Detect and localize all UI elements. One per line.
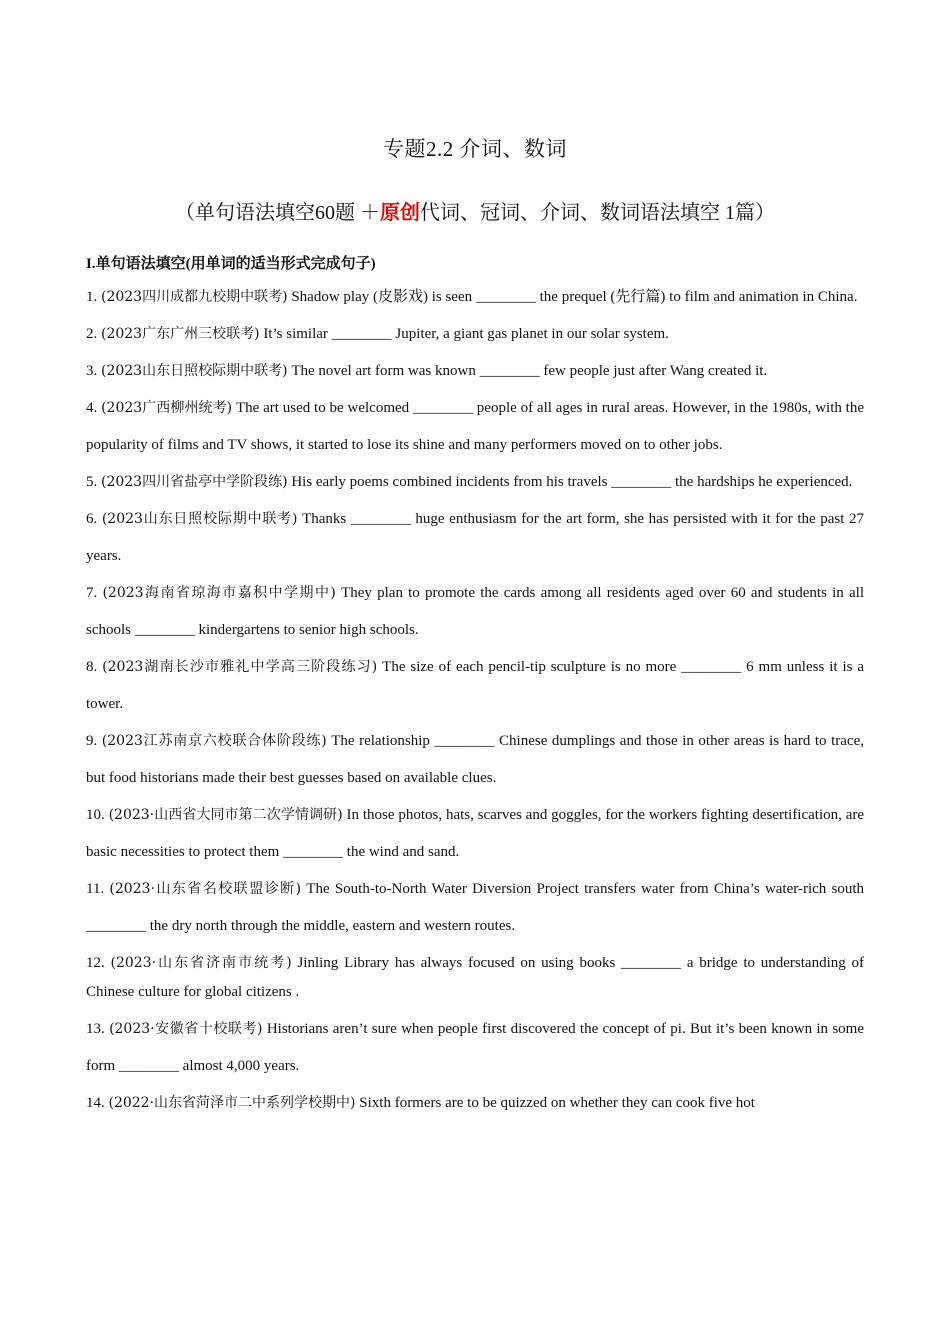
question-item — [86, 316, 864, 353]
question-text: The novel art form was known ________ few people just after Wang created it. — [291, 363, 768, 379]
question-text: Jinling Library has always focused on using books ________ a bridge to understanding of Chinese culture for global citizens . — [86, 955, 865, 1000]
subtitle-text-before: （单句语法填空60题 ＋ — [175, 202, 380, 224]
question-source: (2023江苏南京六校联合体阶段练) — [101, 733, 327, 749]
question-source: (2023山东日照校际期中联考) — [101, 511, 298, 527]
question-number: 9. — [86, 733, 98, 749]
question-item — [86, 1011, 864, 1085]
question-item — [86, 797, 864, 871]
question-source: (2023湖南长沙市雅礼中学高三阶段练习) — [102, 659, 378, 675]
question-number: 3. — [86, 363, 98, 379]
question-number: 11. — [86, 881, 105, 897]
question-source: (2023·安徽省十校联考) — [109, 1021, 263, 1037]
question-item — [86, 279, 864, 316]
question-item — [86, 871, 864, 945]
question-source: (2023四川省盐亭中学阶段练) — [101, 474, 288, 490]
question-item — [86, 723, 864, 797]
question-source: (2023·山东省名校联盟诊断) — [109, 881, 302, 897]
question-number: 13. — [86, 1021, 105, 1037]
question-item — [86, 501, 864, 575]
question-text: The size of each pencil-tip sculpture is no more ________ 6 mm unless it is a tower. — [86, 659, 865, 712]
question-source: (2023山东日照校际期中联考) — [101, 363, 288, 379]
question-number: 7. — [86, 585, 98, 601]
question-text: Shadow play (皮影戏) is seen ________ the prequel (先行篇) to film and animation in China. — [291, 289, 858, 305]
question-number: 12. — [86, 955, 105, 971]
question-text: Historians aren’t sure when people first discovered the concept of pi. But it’s been known in some form ________ almost 4,000 years. — [86, 1021, 865, 1074]
question-item — [86, 464, 864, 501]
question-item — [86, 390, 864, 464]
question-number: 2. — [86, 326, 98, 342]
question-source: (2023·山东省济南市统考) — [110, 955, 292, 971]
page-title: 专题2.2 介词、数词 — [383, 137, 567, 161]
question-item — [86, 1085, 864, 1122]
question-text: The relationship ________ Chinese dumplings and those in other areas is hard to trace, but food historians made their best guesses based on available clues. — [86, 733, 864, 786]
question-item — [86, 575, 864, 649]
question-number: 14. — [86, 1095, 105, 1111]
question-number: 5. — [86, 474, 98, 490]
question-source: (2023·山西省大同市第二次学情调研) — [108, 807, 343, 823]
question-number: 1. — [86, 289, 98, 305]
subtitle-text-after: 代词、冠词、介词、数词语法填空 1篇） — [420, 202, 775, 224]
question-list — [86, 279, 864, 1122]
question-number: 6. — [86, 511, 98, 527]
question-text: In those photos, hats, scarves and goggles, for the workers fighting desertification, are basic necessities to protect them ________ the wind and sand. — [86, 807, 865, 860]
question-text: Thanks ________ huge enthusiasm for the art form, she has persisted with it for the past 27 years. — [86, 511, 865, 564]
question-source: (2023广西柳州统考) — [101, 400, 233, 416]
question-item — [86, 949, 864, 1007]
subtitle-highlight-original: 原创 — [380, 202, 420, 224]
question-item — [86, 649, 864, 723]
question-item — [86, 353, 864, 390]
question-source: (2023四川成都九校期中联考) — [101, 289, 288, 305]
question-number: 4. — [86, 400, 98, 416]
question-text: The South-to-North Water Diversion Project transfers water from China’s water-rich south ________ the dry north through the middle, eastern and western routes. — [86, 881, 864, 934]
question-source: (2023广东广州三校联考) — [101, 326, 260, 342]
question-text: They plan to promote the cards among all residents aged over 60 and students in all schools ________ kindergartens to senior high schools. — [86, 585, 864, 638]
question-source: (2023海南省琼海市嘉积中学期中) — [102, 585, 336, 601]
section-heading: I.单句语法填空(用单词的适当形式完成句子) — [86, 256, 376, 272]
question-text: Sixth formers are to be quizzed on whether they can cook five hot — [359, 1095, 755, 1111]
question-text: The art used to be welcomed ________ people of all ages in rural areas. However, in the 1980s, with the popularity of films and TV shows, it started to lose its shine and many performers moved on to other jobs. — [86, 400, 865, 453]
question-text: His early poems combined incidents from his travels ________ the hardships he experienced. — [291, 474, 853, 490]
page-subtitle — [0, 198, 950, 228]
question-text: It’s similar ________ Jupiter, a giant gas planet in our solar system. — [263, 326, 669, 342]
question-number: 8. — [86, 659, 98, 675]
question-source: (2022·山东省菏泽市二中系列学校期中) — [108, 1095, 356, 1111]
question-number: 10. — [86, 807, 105, 823]
